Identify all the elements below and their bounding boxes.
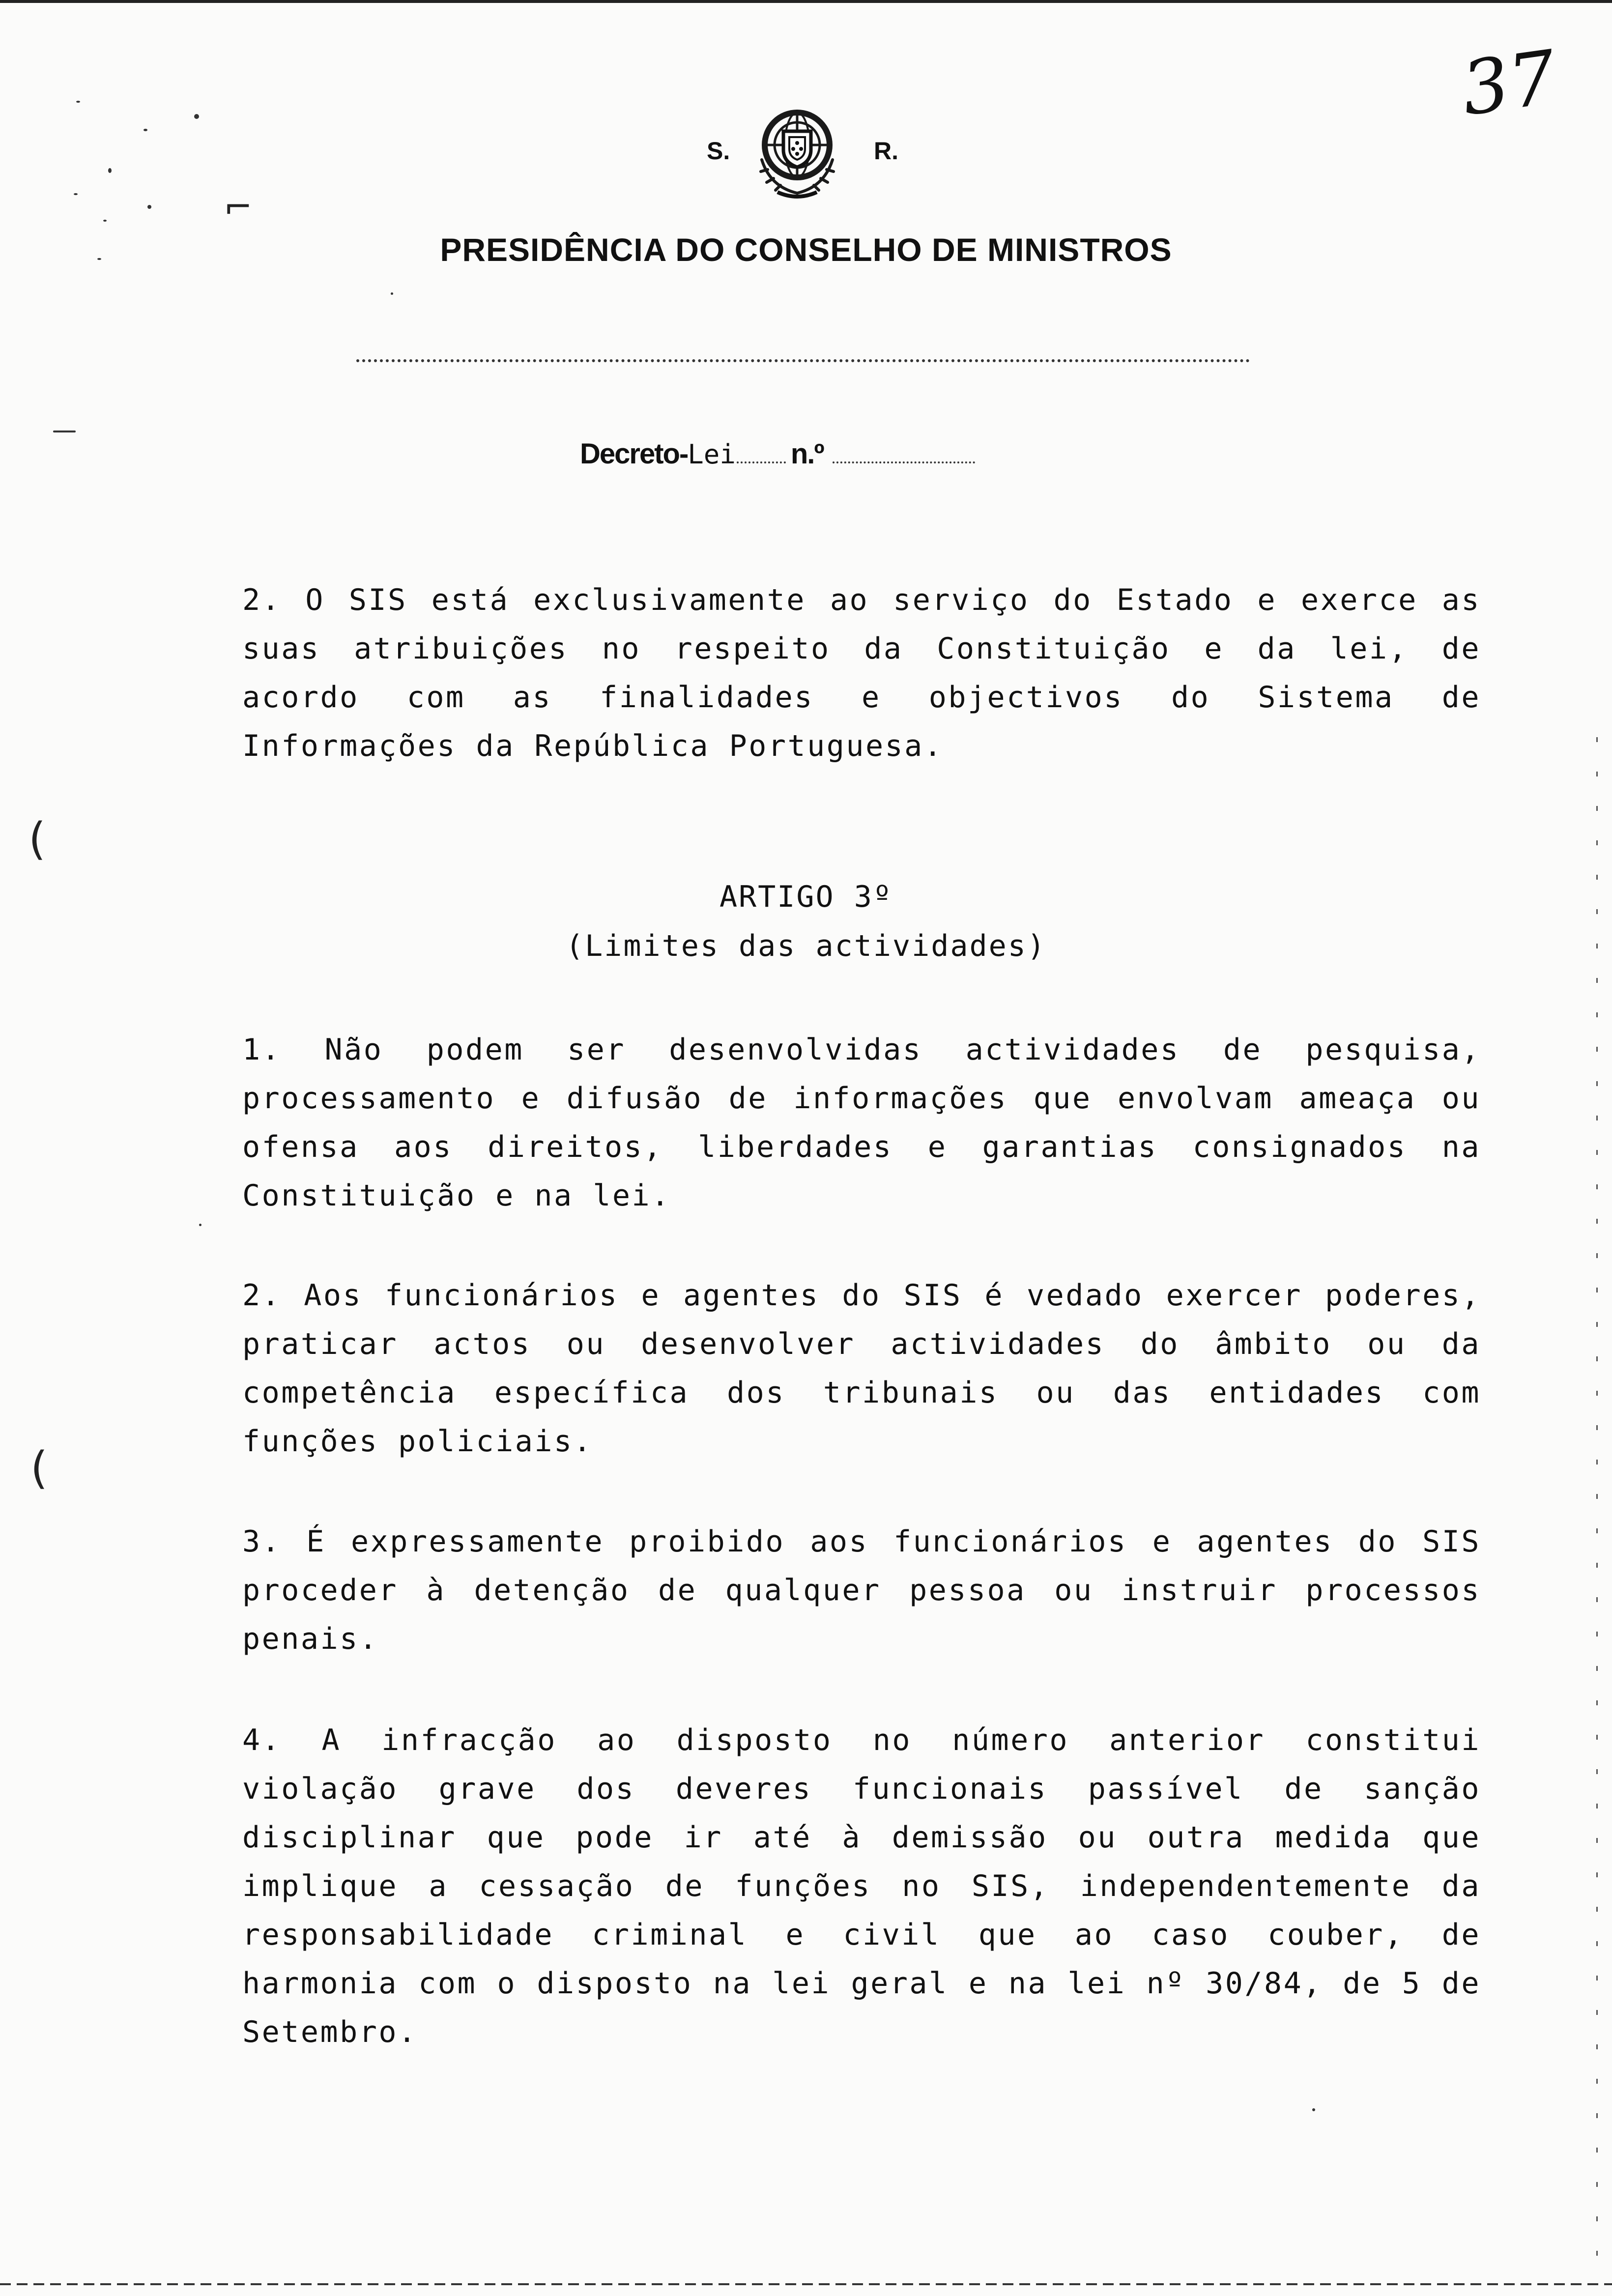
dotted-rule [356, 359, 1250, 362]
scan-speck [103, 220, 107, 222]
header-letter-r: R. [874, 137, 898, 165]
decree-type: Lei [688, 439, 736, 470]
article-paragraph-3: 3. É expressamente proibido aos funcionários e agentes do SIS proceder à detenção de qualquer pessoa ou instruir processos penais. [242, 1524, 1481, 1656]
scan-mark: ( [29, 813, 46, 865]
scan-speck [108, 168, 112, 173]
scan-edge-bottom [0, 2283, 1612, 2285]
scan-mark: ( [30, 1442, 48, 1494]
decree-label: Decreto- [580, 438, 688, 470]
scan-edge-right [1596, 737, 1598, 2285]
institution-title: PRESIDÊNCIA DO CONSELHO DE MINISTROS [440, 231, 1172, 268]
decree-type-dots [737, 461, 786, 463]
decree-number-dots [833, 461, 975, 463]
scan-mark: ⌐ [224, 187, 253, 227]
article-heading: ARTIGO 3º [719, 880, 893, 914]
scan-speck [53, 430, 76, 432]
scan-speck [76, 101, 80, 103]
article-paragraph-4: 4. A infracção ao disposto no número anterior constitui violação grave dos deveres funcionais passível de sanção disciplinar que pode ir até à demissão ou outra medida que implique a cessação de funções no SIS, independentemente da responsabilidade criminal e civil que ao caso couber, de harmonia com o disposto na lei geral e na lei nº 30/84, de 5 de Setembro. [242, 1723, 1481, 2049]
decree-line [580, 440, 975, 468]
handwritten-page-number: 37 [1456, 34, 1562, 133]
decree-number-label: n.º [790, 438, 824, 470]
scan-edge-top [0, 0, 1612, 3]
scan-speck [1312, 2108, 1315, 2111]
scan-speck [144, 129, 147, 131]
paragraph-2-previous-article: 2. O SIS está exclusivamente ao serviço do Estado e exerce as suas atribuições no respeito da Constituição e da lei, de acordo com as finalidades e objectivos do Sistema de Informações da República Portuguesa. [242, 583, 1481, 763]
scan-speck [74, 193, 78, 195]
scan-speck [199, 1224, 202, 1226]
scan-speck [147, 205, 151, 209]
scan-speck [391, 292, 393, 295]
coat-of-arms-emblem-icon [748, 96, 846, 204]
scan-speck [194, 114, 199, 119]
article-paragraph-1: 1. Não podem ser desenvolvidas actividades de pesquisa, processamento e difusão de informações que envolvam ameaça ou ofensa aos direitos, liberdades e garantias consignados na Constituição e na lei. [242, 1033, 1481, 1213]
header-letter-s: S. [707, 137, 730, 165]
article-paragraph-2: 2. Aos funcionários e agentes do SIS é vedado exercer poderes, praticar actos ou desenvolver actividades do âmbito ou da competência específica dos tribunais ou das entidades com funções policiais. [242, 1278, 1481, 1459]
article-subtitle: (Limites das actividades) [565, 929, 1047, 963]
